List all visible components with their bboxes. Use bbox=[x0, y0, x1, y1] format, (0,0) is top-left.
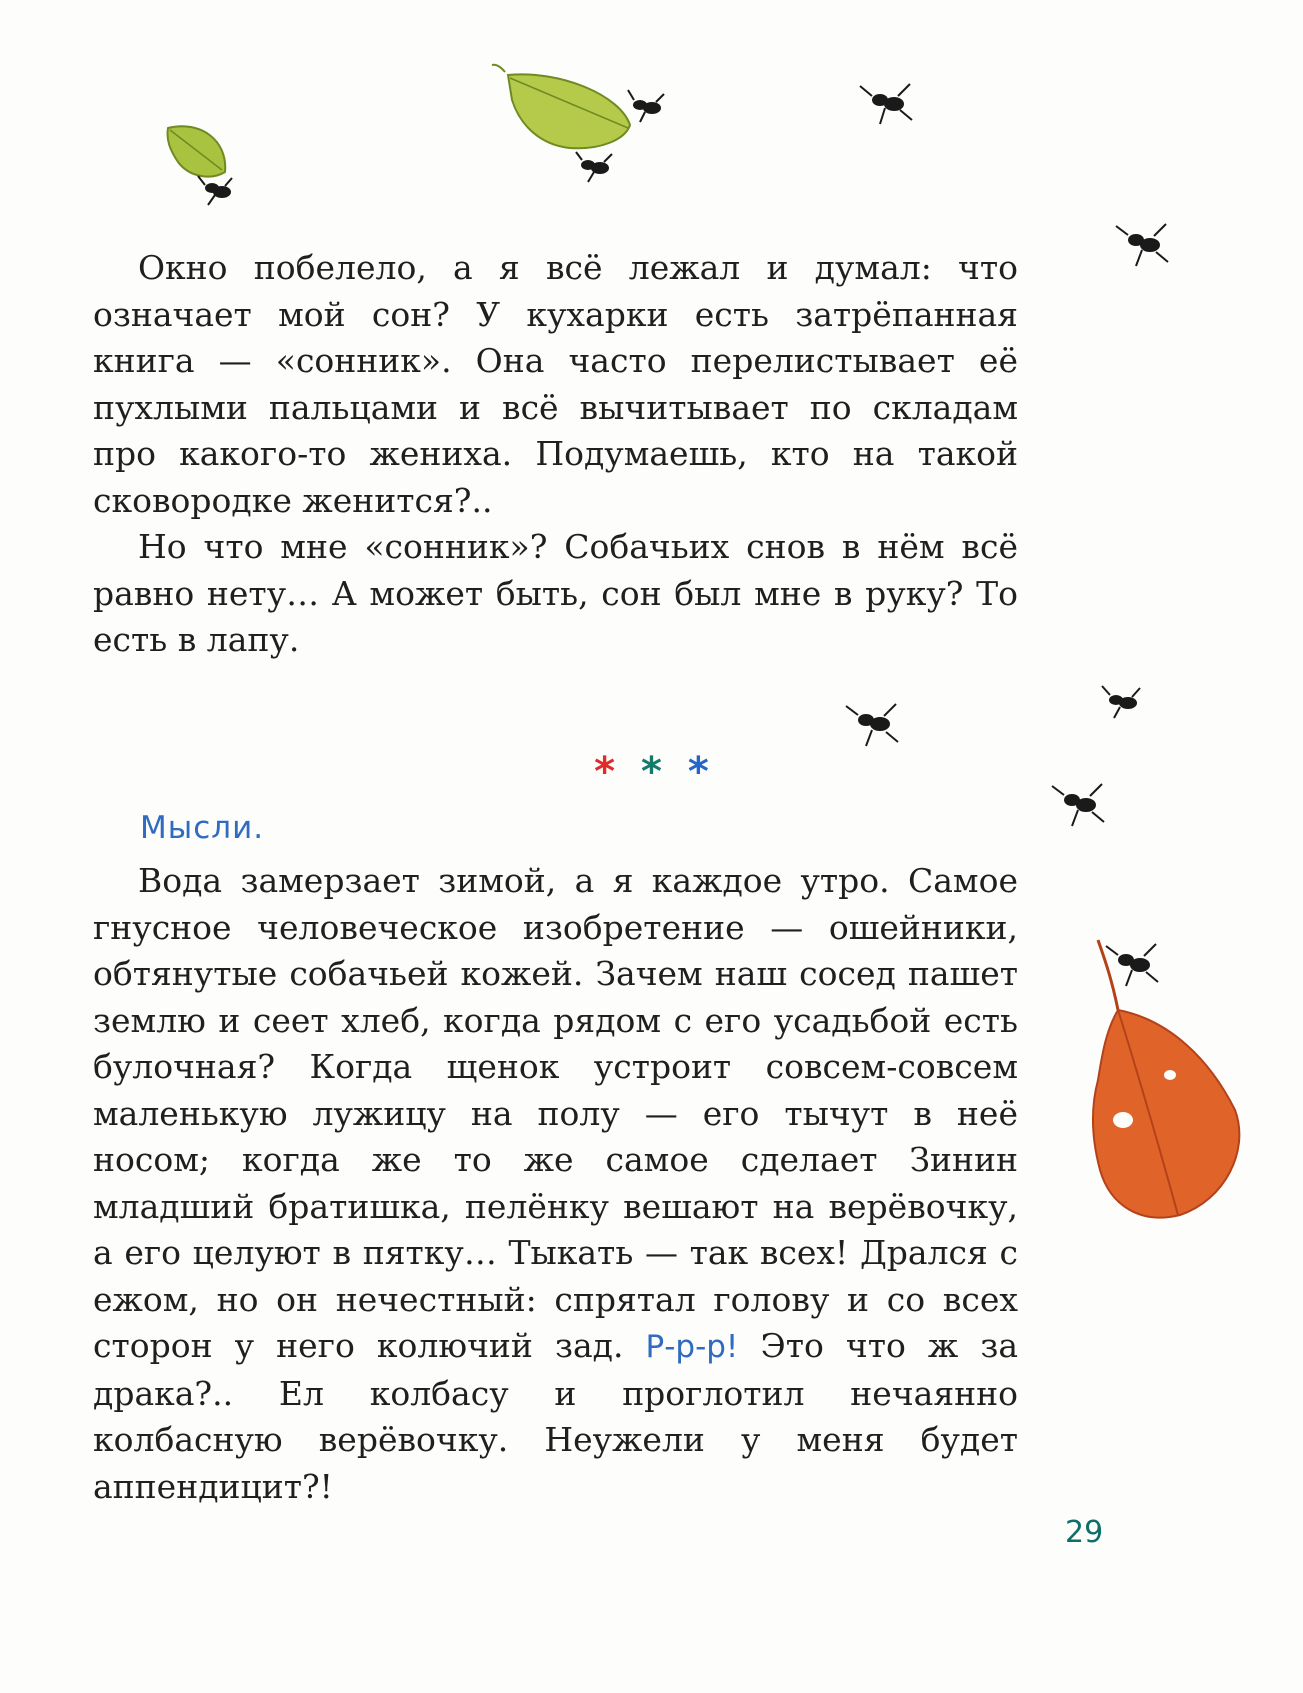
growl-text: Р-р-р! bbox=[645, 1329, 739, 1365]
text-section-dream bbox=[93, 245, 1018, 664]
green-leaf-large-icon bbox=[492, 65, 630, 148]
page-number: 29 bbox=[1065, 1515, 1104, 1550]
separator-star-blue: * bbox=[687, 749, 709, 795]
ant-icon bbox=[576, 152, 612, 182]
separator-star-green: * bbox=[641, 749, 662, 795]
paragraph bbox=[93, 858, 1018, 1510]
paragraph: Но что мне «сонник»? Собачьих снов в нём всё равно нету… А может быть, сон был мне в руку? То есть в лапу. bbox=[93, 527, 1018, 659]
ant-icon bbox=[628, 90, 664, 122]
ant-icon bbox=[860, 84, 912, 124]
text-section-thoughts bbox=[93, 858, 1018, 1510]
ant-icon bbox=[846, 704, 898, 746]
section-heading: Мысли. bbox=[140, 810, 265, 846]
section-separator bbox=[0, 749, 1303, 795]
paragraph-text: Вода замерзает зимой, а я каждое утро. Самое гнусное человеческое изобретение — ошейники, обтянутые собачьей кожей. Зачем наш сосед пашет землю и сеет хлеб, когда рядом с его усадьбой есть булочная? Когда щенок устроит совсем-совсем маленькую лужицу на полу — его тычут в неё носом; когда же то же самое сделает Зинин младший братишка, пелёнку вешают на верёвочку, а его целуют в пятку… Тыкать — так всех! Дрался с ежом, но он нечестный: спрятал голову и со всех сторон у него колючий зад. bbox=[93, 861, 1018, 1365]
ant-icon bbox=[1102, 686, 1140, 718]
ant-icon bbox=[198, 176, 232, 205]
ant-icon bbox=[1116, 224, 1168, 266]
green-leaf-small-icon bbox=[167, 126, 225, 176]
ant-icon bbox=[1106, 944, 1158, 986]
paragraph-text: Это что ж за драка?.. Ел колбасу и проглотил нечаянно колбасную верёвочку. Неужели у меня будет аппендицит?! bbox=[93, 1326, 1018, 1506]
autumn-leaf-icon bbox=[1093, 940, 1239, 1218]
separator-star-red: * bbox=[594, 749, 616, 795]
paragraph: Окно побелело, а я всё лежал и думал: что означает мой сон? У кухарки есть затрёпанная книга — «сонник». Она часто перелистывает её пухлыми пальцами и всё вычитывает по складам про какого-то жениха. Подумаешь, кто на такой сковородке женится?.. bbox=[93, 248, 1018, 520]
